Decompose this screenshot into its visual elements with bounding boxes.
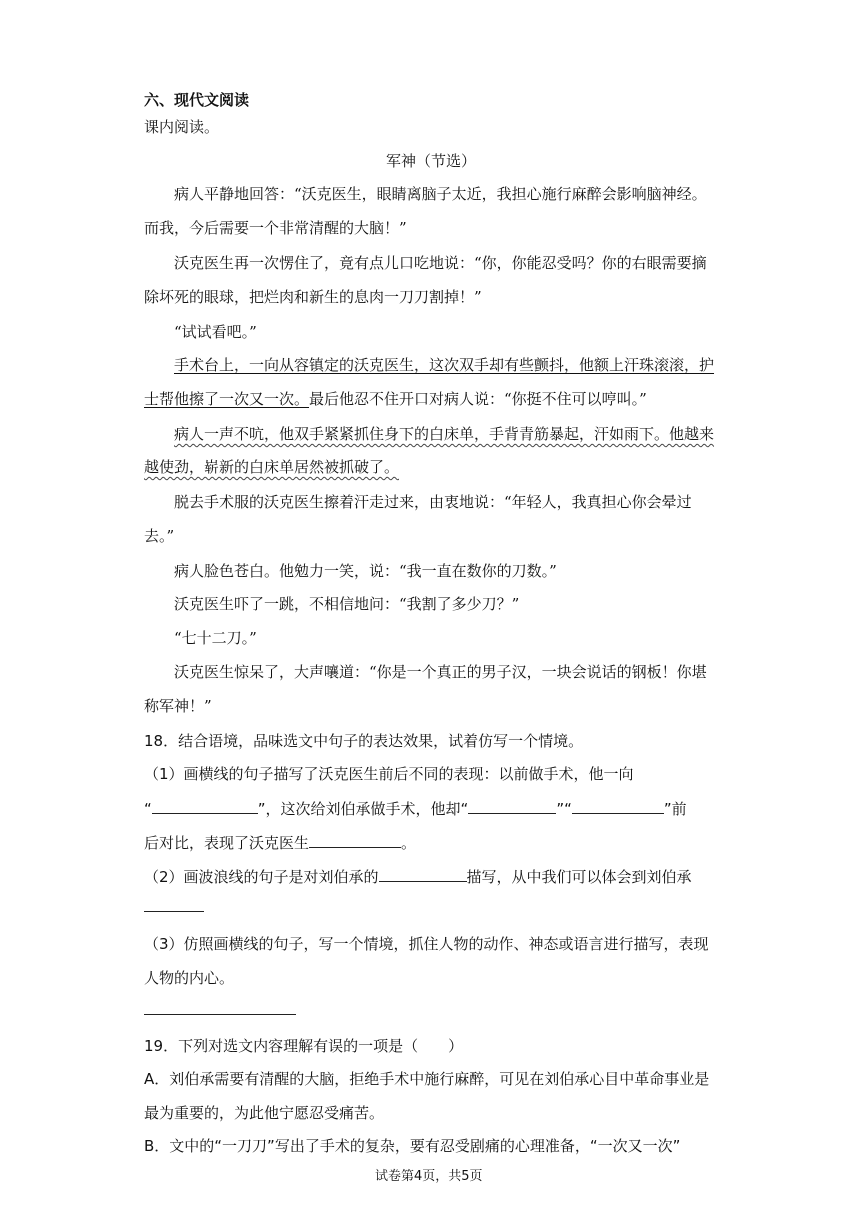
passage-title: 军神（节选）	[386, 152, 477, 170]
passage-line: 沃克医生吓了一跳，不相信地问：“我割了多少刀？”	[174, 595, 520, 613]
passage-line: 沃克医生再一次愣住了，竟有点儿口吃地说：“你，你能忍受吗？你的右眼需要摘	[174, 254, 707, 272]
passage-line: 去。”	[144, 527, 175, 545]
passage-line: 沃克医生惊呆了，大声嚷道：“你是一个真正的男子汉，一块会说话的钢板！你堪	[174, 663, 707, 681]
fill-in-line: 后对比，表现了沃克医生 。	[144, 834, 417, 852]
passage-wavy-line: 病人一声不吭，他双手紧紧抓住身下的白床单，手背青筋暴起，汗如雨下。他越来	[174, 425, 715, 443]
question-stem: 19．下列对选文内容理解有误的一项是（ ）	[144, 1037, 464, 1055]
passage-line: 而我，今后需要一个非常清醒的大脑！”	[144, 219, 407, 237]
section-heading: 六、现代文阅读	[144, 91, 250, 109]
question-stem: 18．结合语境，品味选文中句子的表达效果，试着仿写一个情境。	[144, 732, 584, 750]
passage-text: 最后他忍不住开口对病人说：“你挺不住可以哼叫。”	[309, 390, 647, 408]
underlined-sentence-end: 士帮他擦了一次又一次。	[144, 390, 310, 408]
sub-question-2: （2）画波浪线的句子是对刘伯承的 描写，从中我们可以体会到刘伯承	[144, 868, 692, 886]
sub-question-3: （3）仿照画横线的句子，写一个情境，抓住人物的动作、神态或语言进行描写，表现	[144, 935, 709, 953]
answer-blank[interactable]	[468, 798, 556, 814]
page-footer: 试卷第4页，共5页	[375, 1169, 483, 1184]
sub-question-3-cont: 人物的内心。	[144, 969, 235, 987]
option-a: A．刘伯承需要有清醒的大脑，拒绝手术中施行麻醉，可见在刘伯承心目中革命事业是	[144, 1070, 710, 1088]
passage-line: 病人平静地回答：“沃克医生，眼睛离脑子太近，我担心施行麻醉会影响脑神经。	[174, 185, 707, 203]
answer-blank[interactable]	[309, 832, 401, 848]
passage-line: “试试看吧。”	[174, 323, 257, 341]
answer-blank[interactable]	[572, 798, 664, 814]
sub-question-1: （1）画横线的句子描写了沃克医生前后不同的表现：以前做手术，他一向	[144, 765, 634, 783]
passage-line	[144, 389, 647, 409]
option-a-cont: 最为重要的，为此他宁愿忍受痛苦。	[144, 1104, 385, 1122]
passage-line: 称军神！”	[144, 697, 212, 715]
passage-wavy-line: 越使劲，崭新的白床单居然被抓破了。	[144, 458, 400, 476]
answer-line[interactable]	[144, 1014, 296, 1015]
passage-line: 除坏死的眼球，把烂肉和新生的息肉一刀刀割掉！”	[144, 288, 482, 306]
option-b: B．文中的“一刀刀”写出了手术的复杂，要有忍受剧痛的心理准备，“一次又一次”	[144, 1137, 681, 1155]
passage-line: 病人脸色苍白。他勉力一笑，说：“我一直在数你的刀数。”	[174, 562, 557, 580]
passage-line: “七十二刀。”	[174, 629, 257, 647]
answer-blank[interactable]	[152, 798, 258, 814]
answer-blank[interactable]	[379, 866, 467, 882]
passage-underlined-line: 手术台上，一向从容镇定的沃克医生，这次双手却有些颤抖，他额上汗珠滚滚，护	[174, 356, 715, 374]
reading-intro: 课内阅读。	[144, 118, 220, 136]
answer-line[interactable]	[144, 911, 204, 912]
passage-line: 脱去手术服的沃克医生擦着汗走过来，由衷地说：“年轻人，我真担心你会晕过	[174, 493, 692, 511]
fill-in-line: “ ”，这次给刘伯承做手术，他却“ ”“ ”前	[144, 800, 687, 818]
